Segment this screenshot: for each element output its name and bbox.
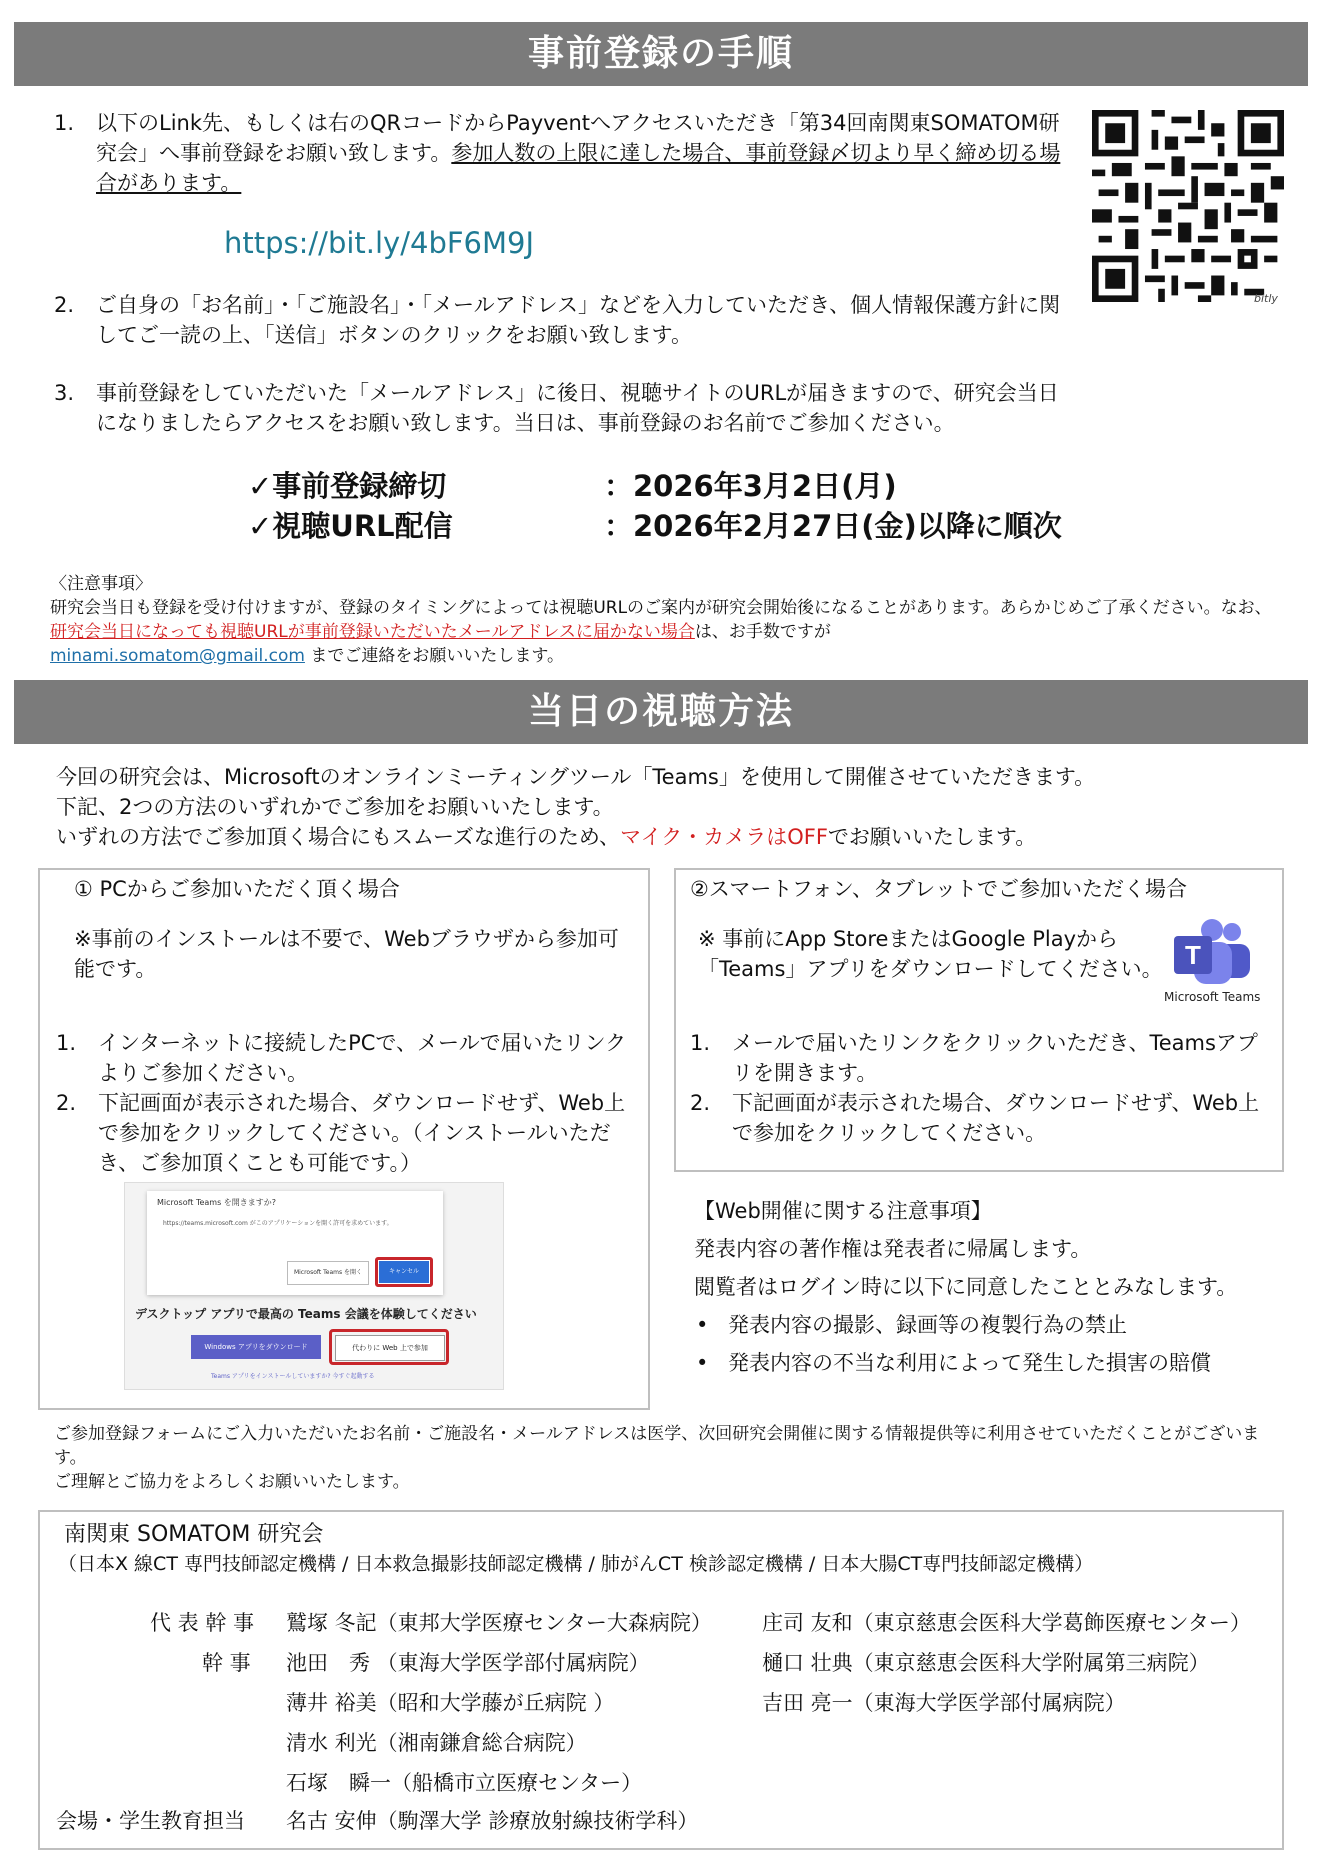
pc-steps — [56, 1028, 636, 1178]
web-notes-line-1: 発表内容の著作権は発表者に帰属します。 — [694, 1237, 1092, 1261]
member-left: 石塚 瞬一（船橋市立医療センター） — [286, 1771, 643, 1795]
member-right: 樋口 壮典（東京慈恵会医科大学附属第三病院） — [762, 1651, 1210, 1675]
notes-warning: 研究会当日になっても視聴URLが事前登録いただいたメールアドレスに届かない場合 — [50, 622, 695, 642]
step-2 — [54, 290, 1074, 350]
pc-step-1-text: インターネットに接続したPCで、メールで届いたリンクよりご参加ください。 — [98, 1031, 627, 1085]
step-3 — [54, 378, 1074, 438]
step-number: 1. — [690, 1031, 711, 1055]
organization-box — [38, 1510, 1284, 1850]
section-title-registration: 事前登録の手順 — [14, 22, 1308, 86]
organization-certifications: （日本X 線CT 専門技師認定機構 / 日本救急撮影技師認定機構 / 肺がんCT 検診認定機構 / 日本大腸CT専門技師認定機構） — [58, 1553, 1094, 1575]
pc-step-2-text: 下記画面が表示された場合、ダウンロードせず、Web上で参加をクリックしてください。（インストールいただき、ご参加頂くことも可能です。） — [98, 1091, 626, 1175]
download-windows-app-button[interactable]: Windows アプリをダウンロード — [191, 1335, 321, 1359]
qr-caption: bitly — [1254, 292, 1278, 305]
mobile-method-title: ②スマートフォン、タブレットでご参加いただく場合 — [690, 877, 1187, 901]
notes-heading: 〈注意事項〉 — [50, 574, 152, 594]
step-number: 3. — [54, 381, 75, 405]
notes-text: 研究会当日も登録を受け付けますが、登録のタイミングによっては視聴URLのご案内が研究会開始後になることがあります。あらかじめご了承ください。なお、 — [50, 598, 1272, 618]
step-3-text: 事前登録をしていただいた「メールアドレス」に後日、視聴サイトのURLが届きますので、研究会当日になりましたらアクセスをお願い致します。当日は、事前登録のお名前でご参加ください。 — [96, 381, 1059, 435]
pc-method-title: ① PCからご参加いただく頂く場合 — [74, 877, 400, 901]
intro-line-1: 今回の研究会は、Microsoftのオンラインミーティングツール「Teams」を使用して開催させていただきます。 — [56, 765, 1096, 789]
member-left: 池田 秀 （東海大学医学部付属病院） — [286, 1651, 650, 1675]
member-right: 庄司 友和（東京慈恵会医科大学葛飾医療センター） — [762, 1611, 1251, 1635]
member-left: 鷲塚 冬記（東邦大学医療センター大森病院） — [286, 1611, 712, 1635]
member-right: 吉田 亮一（東海大学医学部付属病院） — [762, 1691, 1126, 1715]
cancel-button[interactable]: キャンセル — [379, 1261, 429, 1283]
section-title-viewing: 当日の視聴方法 — [14, 680, 1308, 744]
deadline-url-value: ：2026年2月27日(金)以降に順次 — [604, 509, 1062, 543]
teams-join-screenshot — [124, 1182, 504, 1390]
mobile-method-note — [698, 924, 1168, 984]
intro-block — [56, 762, 1296, 852]
teams-icon-caption: Microsoft Teams — [1164, 990, 1261, 1004]
notes-text-2: は、お手数ですが — [694, 622, 831, 642]
intro-line-2: 下記、2つの方法のいずれかでご参加をお願いいたします。 — [56, 795, 614, 819]
dialog-text: https://teams.microsoft.com がこのアプリケーションを開く許可を求めています。 — [163, 1220, 393, 1227]
notes-block — [50, 572, 1280, 668]
role-venue: 会場・学生教育担当 — [56, 1809, 245, 1833]
contact-email-link[interactable]: minami.somatom@gmail.com — [50, 646, 305, 666]
web-notes-line-2: 閲覧者はログイン時に以下に同意したこととみなします。 — [694, 1275, 1238, 1299]
step-1 — [54, 108, 1074, 198]
mobile-note-line-1: ※ 事前にApp StoreまたはGoogle Playから — [698, 927, 1118, 951]
step-number: 2. — [54, 293, 75, 317]
privacy-line-2: ご理解とご協力をよろしくお願いいたします。 — [54, 1472, 410, 1492]
web-notes-block — [694, 1192, 1294, 1382]
role-representative: 代 表 幹 事 — [150, 1611, 255, 1635]
member-left: 薄井 裕美（昭和大学藤が丘病院 ） — [286, 1691, 615, 1715]
intro-line-3b: でお願いいたします。 — [827, 825, 1037, 849]
mobile-method-box — [674, 868, 1284, 1172]
mobile-step-2-text: 下記画面が表示された場合、ダウンロードせず、Web上で参加をクリックしてください。 — [732, 1091, 1260, 1145]
deadline-registration-label: ✓事前登録締切 — [248, 469, 447, 503]
registration-link[interactable]: https://bit.ly/4bF6M9J — [224, 226, 535, 260]
step-number: 1. — [56, 1031, 77, 1055]
mobile-note-line-2: 「Teams」アプリをダウンロードしてください。 — [698, 957, 1163, 981]
svg-text:T: T — [1185, 940, 1201, 970]
step-number: 2. — [690, 1091, 711, 1115]
open-teams-button[interactable]: Microsoft Teams を開く — [287, 1261, 369, 1285]
mobile-steps — [690, 1028, 1270, 1148]
organization-name: 南関東 SOMATOM 研究会 — [64, 1522, 324, 1547]
notes-text-3: までご連絡をお願いいたします。 — [304, 646, 564, 666]
deadline-registration-value: ：2026年3月2日(月) — [604, 469, 897, 503]
role-secretary: 幹 事 — [202, 1651, 251, 1675]
join-on-web-button[interactable]: 代わりに Web 上で参加 — [335, 1335, 445, 1361]
step-1-text: 以下のLink先、もしくは右のQRコードからPayventへアクセスいただき「第34回南関東SOMATOM研究会」へ事前登録をお願い致します。 — [96, 111, 1060, 165]
step-number: 1. — [54, 111, 75, 135]
web-notes-bullet: • 発表内容の撮影、録画等の複製行為の禁止 — [694, 1306, 1294, 1344]
member-left: 清水 利光（湘南鎌倉総合病院） — [286, 1731, 587, 1755]
qr-code-icon[interactable] — [1092, 110, 1284, 302]
mic-camera-off-note: マイク・カメラはOFF — [620, 825, 828, 849]
step-1-warning: 参加人数の上限に達した場合、事前登録〆切より早く締め切る場合があります。 — [96, 141, 1061, 195]
deadline-url-label: ✓視聴URL配信 — [248, 509, 453, 543]
pc-method-note: ※事前のインストールは不要で、Webブラウザから参加可能です。 — [74, 927, 619, 981]
privacy-line-1: ご参加登録フォームにご入力いただいたお名前・ご施設名・メールアドレスは医学、次回研究会開催に関する情報提供等に利用させていただくことがございます。 — [54, 1424, 1260, 1468]
step-number: 2. — [56, 1091, 77, 1115]
microsoft-teams-icon — [1170, 918, 1254, 990]
desktop-app-headline: デスクトップ アプリで最高の Teams 会議を体験してください — [135, 1307, 477, 1321]
web-notes-heading: 【Web開催に関する注意事項】 — [694, 1199, 992, 1223]
open-teams-dialog — [147, 1191, 443, 1295]
mobile-step-1-text: メールで届いたリンクをクリックいただき、Teamsアプリを開きます。 — [732, 1031, 1258, 1085]
intro-line-3: いずれの方法でご参加頂く場合にもスムーズな進行のため、 — [56, 825, 621, 849]
launch-now-link[interactable]: Teams アプリをインストールしていますか? 今すぐ起動する — [211, 1373, 375, 1380]
member-left: 名古 安伸（駒澤大学 診療放射線技術学科） — [286, 1809, 699, 1833]
dialog-title: Microsoft Teams を開きますか? — [157, 1198, 277, 1207]
web-notes-bullet: • 発表内容の不当な利用によって発生した損害の賠償 — [694, 1344, 1294, 1382]
privacy-block — [54, 1422, 1284, 1494]
step-2-text: ご自身の「お名前」・「ご施設名」・「メールアドレス」などを入力していただき、個人情報保護方針に関してご一読の上、「送信」ボタンのクリックをお願い致します。 — [96, 293, 1061, 347]
